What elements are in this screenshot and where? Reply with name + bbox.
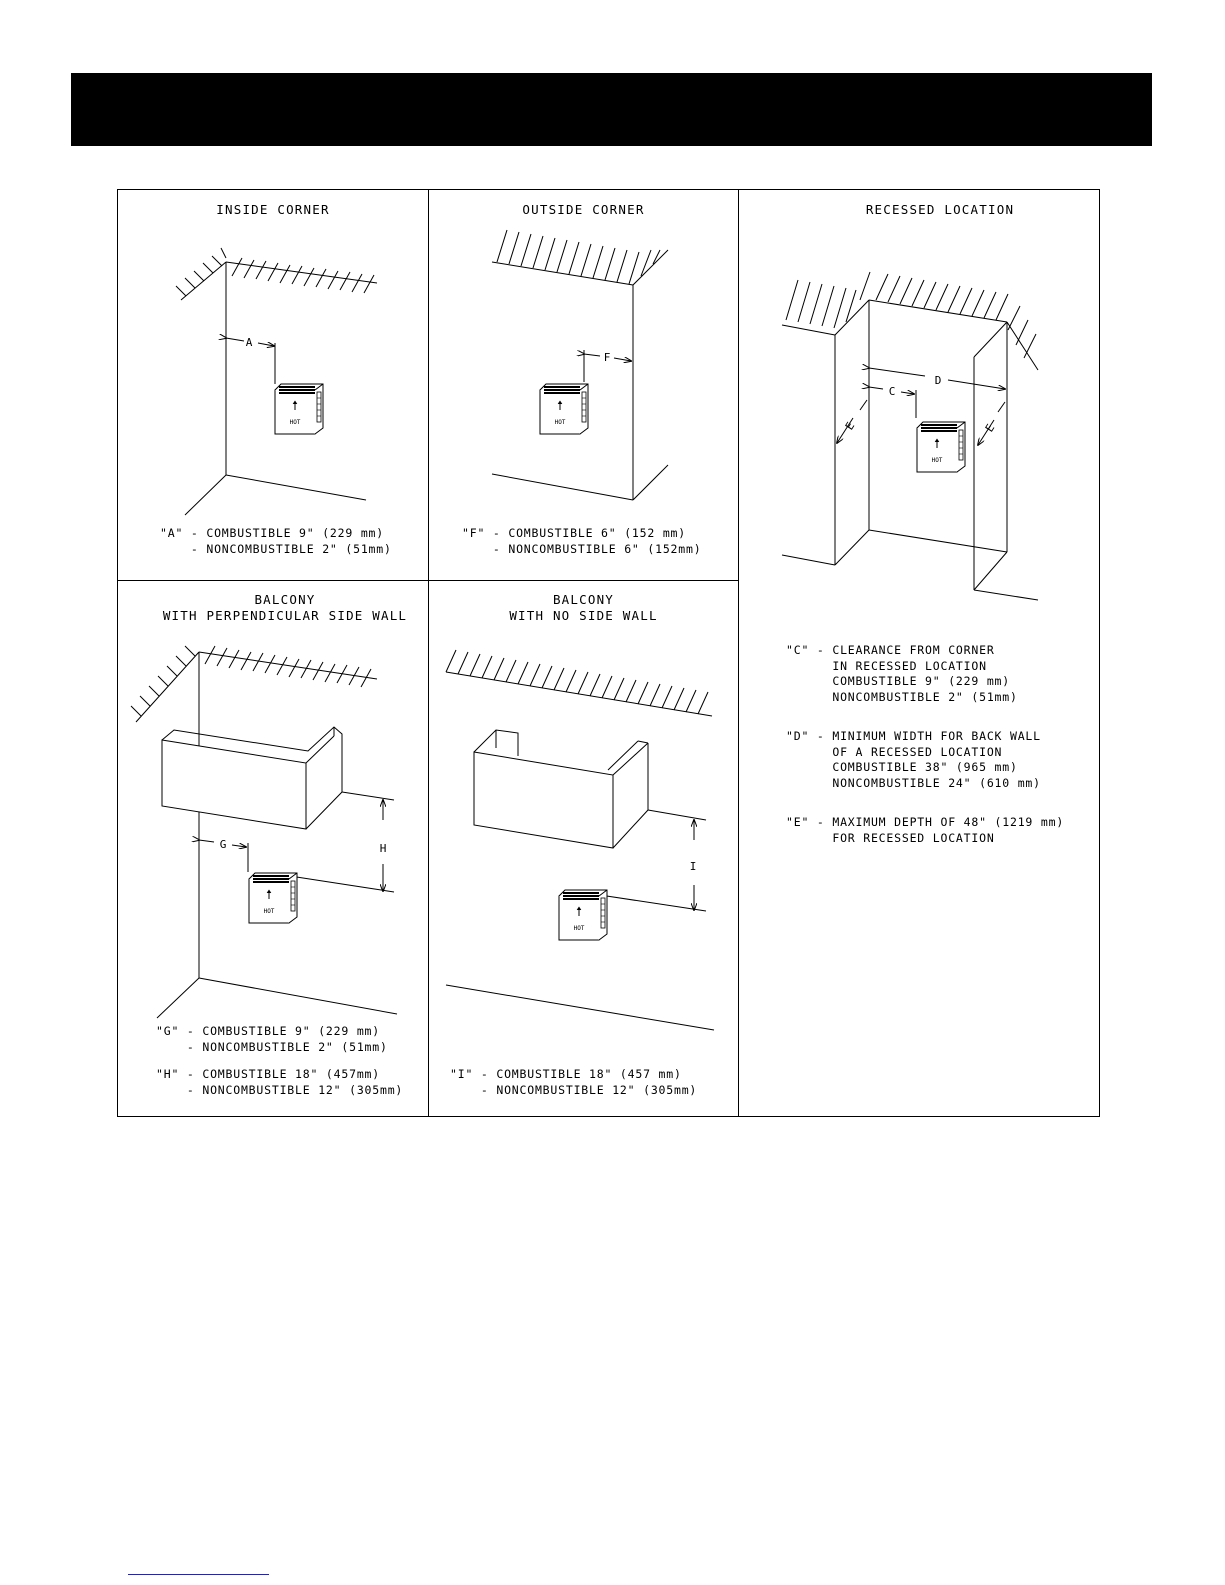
note-h-line1: "H" - COMBUSTIBLE 18" (457mm) <box>156 1067 380 1081</box>
balcony-no-wall-ceiling-hatch <box>446 650 708 714</box>
inside-corner-title: INSIDE CORNER <box>216 202 330 217</box>
balcony-side-wall-title-line1: BALCONY <box>254 592 316 607</box>
vent-hot-label-inside: HOT <box>289 419 301 426</box>
note-e-line2: FOR RECESSED LOCATION <box>786 830 995 845</box>
outside-corner-drawing <box>492 230 668 500</box>
balcony-no-wall-title-line2: WITH NO SIDE WALL <box>509 608 658 623</box>
balcony-no-wall-drawing <box>446 650 714 1030</box>
note-d-line4: NONCOMBUSTIBLE 24" (610 mm) <box>786 775 1041 790</box>
dim-label-i: I <box>689 860 697 873</box>
note-a-line1: "A" - COMBUSTIBLE 9" (229 mm) <box>160 526 384 540</box>
note-e-line1: "E" - MAXIMUM DEPTH OF 48" (1219 mm) <box>786 815 1065 829</box>
dim-label-e-right: E <box>982 421 998 435</box>
note-d-line3: COMBUSTIBLE 38" (965 mm) <box>786 760 1018 774</box>
dim-label-c: C <box>888 385 896 398</box>
vent-hot-label-balcony-no-wall: HOT <box>573 925 585 932</box>
note-c-line2: IN RECESSED LOCATION <box>786 658 987 673</box>
note-c-line3: COMBUSTIBLE 9" (229 mm) <box>786 674 1010 688</box>
recessed-ceiling-hatch <box>786 272 1036 358</box>
balcony-side-wall-title-line2: WITH PERPENDICULAR SIDE WALL <box>162 608 408 623</box>
vent-hot-label-balcony-side: HOT <box>263 908 275 915</box>
vent-unit-recessed <box>917 422 965 472</box>
footer-link-underline[interactable] <box>128 1574 269 1575</box>
inside-corner-side-hatch <box>176 248 226 296</box>
note-f-line1: "F" - COMBUSTIBLE 6" (152 mm) <box>462 526 686 540</box>
inside-corner-ceiling-hatch <box>232 258 374 293</box>
note-i-line2: - NONCOMBUSTIBLE 12" (305mm) <box>450 1082 698 1097</box>
note-c-line4: NONCOMBUSTIBLE 2" (51mm) <box>786 689 1018 704</box>
recessed-drawing <box>782 272 1038 600</box>
dim-label-d: D <box>934 374 942 387</box>
note-d-line1: "D" - MINIMUM WIDTH FOR BACK WALL <box>786 729 1041 743</box>
vent-unit-balcony-no-wall <box>559 890 607 940</box>
note-a-line2: - NONCOMBUSTIBLE 2" (51mm) <box>160 541 392 556</box>
note-g-line2: - NONCOMBUSTIBLE 2" (51mm) <box>156 1039 388 1054</box>
note-i-line1: "I" - COMBUSTIBLE 18" (457 mm) <box>450 1067 682 1081</box>
vent-hot-label-outside: HOT <box>554 419 566 426</box>
recessed-title: RECESSED LOCATION <box>865 202 1015 217</box>
note-c-line1: "C" - CLEARANCE FROM CORNER <box>786 643 995 657</box>
note-h-line2: - NONCOMBUSTIBLE 12" (305mm) <box>156 1082 404 1097</box>
dim-label-g: G <box>219 838 227 851</box>
balcony-side-ceiling-hatch <box>205 646 371 687</box>
note-f-line2: - NONCOMBUSTIBLE 6" (152mm) <box>462 541 702 556</box>
inside-corner-drawing <box>176 248 377 515</box>
vent-unit-outside-corner <box>540 384 588 434</box>
vent-unit-inside-corner <box>275 384 323 434</box>
dim-label-h: H <box>379 842 387 855</box>
balcony-side-wall-hatch <box>131 646 195 716</box>
balcony-side-wall-drawing <box>131 646 397 1018</box>
vent-unit-balcony-side <box>249 873 297 923</box>
dim-label-a: A <box>245 336 253 349</box>
outside-corner-title: OUTSIDE CORNER <box>522 202 645 217</box>
vent-hot-label-recessed: HOT <box>931 457 943 464</box>
balcony-no-wall-title-line1: BALCONY <box>552 592 615 607</box>
note-g-line1: "G" - COMBUSTIBLE 9" (229 mm) <box>156 1024 380 1038</box>
note-d-line2: OF A RECESSED LOCATION <box>786 744 1003 759</box>
dim-label-e-left: E <box>842 419 858 433</box>
dim-label-f: F <box>603 351 611 364</box>
